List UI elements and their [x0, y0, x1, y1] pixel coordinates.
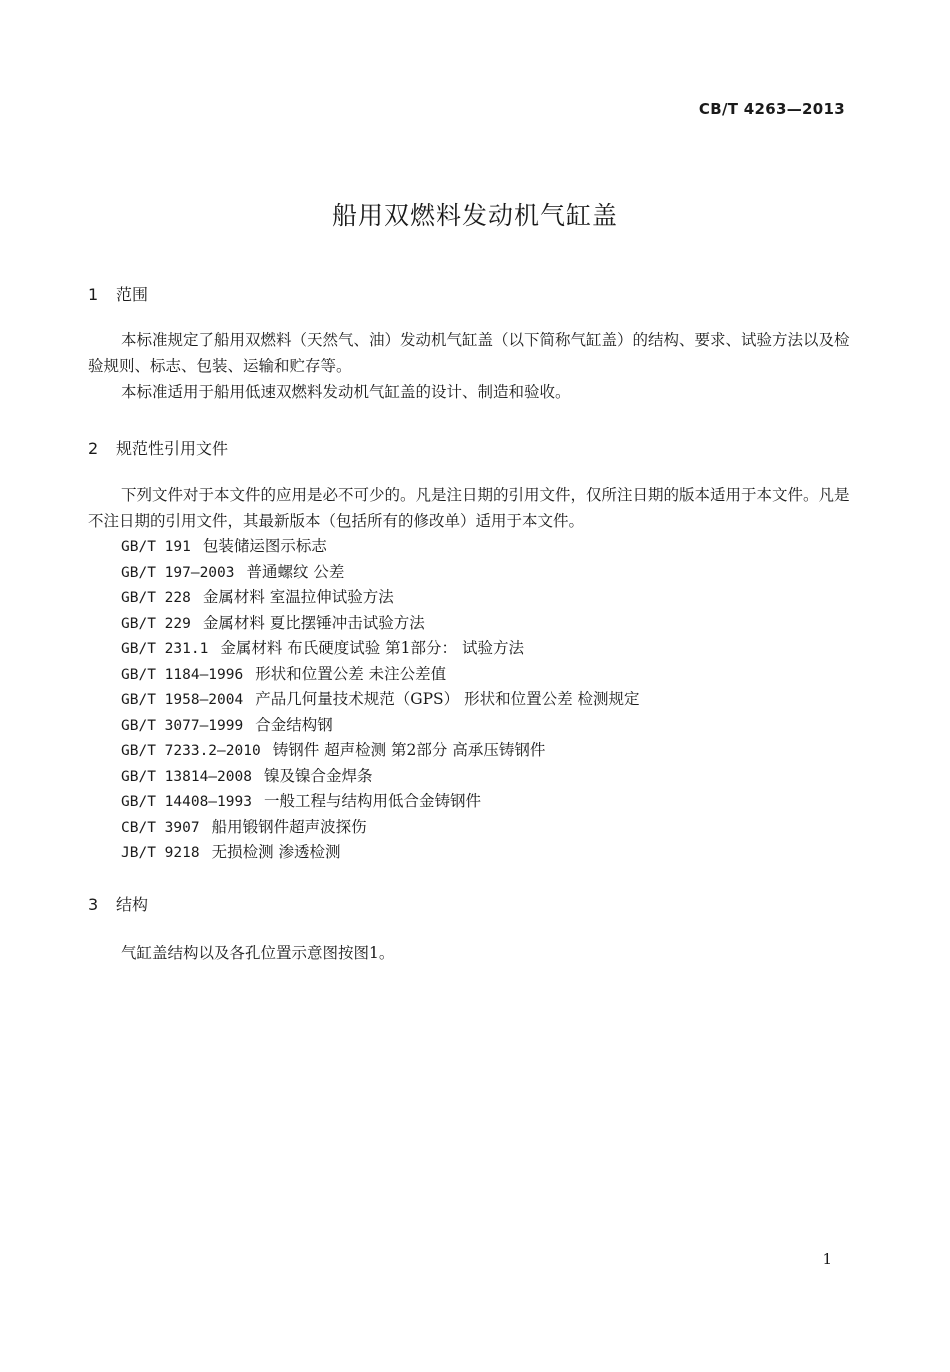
section-title: 规范性引用文件	[116, 439, 229, 458]
reference-code: GB/T 228	[121, 590, 191, 606]
section-1-paragraph-2: 本标准适用于船用低速双燃料发动机气缸盖的设计、制造和验收。	[121, 383, 571, 401]
page-number: 1	[822, 1250, 832, 1268]
reference-code: GB/T 197—2003	[121, 564, 235, 581]
reference-title: 产品几何量技术规范（GPS） 形状和位置公差 检测规定	[255, 690, 640, 708]
reference-title: 无损检测 渗透检测	[211, 843, 341, 861]
reference-title: 形状和位置公差 未注公差值	[255, 664, 447, 683]
section-3-paragraph-1: 气缸盖结构以及各孔位置示意图按图1。	[121, 944, 395, 962]
reference-item	[121, 764, 640, 790]
reference-code: GB/T 7233.2—2010	[121, 743, 261, 759]
reference-title: 金属材料 夏比摆锤冲击试验方法	[202, 613, 425, 632]
section-1-heading	[88, 282, 148, 305]
reference-title: 一般工程与结构用低合金铸钢件	[263, 792, 481, 810]
standard-number: CB/T 4263—2013	[698, 100, 845, 118]
reference-code: GB/T 1184—1996	[121, 666, 244, 683]
reference-title: 包装储运图示标志	[202, 537, 327, 555]
reference-title: 船用锻钢件超声波探伤	[211, 817, 367, 836]
document-title: 船用双燃料发动机气缸盖	[331, 201, 618, 230]
reference-code: GB/T 13814—2008	[121, 768, 252, 785]
reference-title: 合金结构钢	[255, 715, 333, 734]
section-title: 范围	[116, 285, 149, 304]
section-3-heading	[88, 892, 148, 915]
reference-code: CB/T 3907	[121, 819, 200, 836]
reference-code: GB/T 229	[121, 615, 191, 632]
section-title: 结构	[116, 895, 149, 914]
reference-item	[121, 636, 640, 662]
reference-item	[121, 840, 640, 866]
reference-item	[121, 611, 640, 637]
reference-item	[121, 534, 640, 560]
reference-item	[121, 789, 640, 815]
section-number: 3	[88, 895, 99, 914]
section-number: 1	[88, 285, 99, 304]
reference-item	[121, 738, 640, 764]
section-1-paragraph-1: 本标准规定了船用双燃料（天然气、油）发动机气缸盖（以下简称气缸盖）的结构、要求、试验方法以及检验规则、标志、包装、运输和贮存等。	[88, 331, 850, 375]
reference-title: 金属材料 布氏硬度试验 第1部分： 试验方法	[220, 639, 524, 657]
reference-title: 金属材料 室温拉伸试验方法	[202, 588, 394, 606]
normative-references-list	[121, 534, 640, 866]
reference-item	[121, 815, 640, 841]
reference-code: GB/T 1958—2004	[121, 692, 244, 708]
reference-code: GB/T 3077—1999	[121, 717, 244, 734]
reference-code: GB/T 14408—1993	[121, 794, 252, 810]
reference-title: 普通螺纹 公差	[246, 562, 345, 581]
reference-code: JB/T 9218	[121, 845, 200, 861]
reference-item	[121, 585, 640, 611]
reference-code: GB/T 191	[121, 539, 191, 555]
reference-item	[121, 560, 640, 586]
section-number: 2	[88, 439, 99, 458]
section-2-heading	[88, 436, 228, 459]
reference-code: GB/T 231.1	[121, 641, 209, 657]
reference-title: 铸钢件 超声检测 第2部分 高承压铸钢件	[272, 741, 546, 759]
reference-item	[121, 687, 640, 713]
reference-title: 镍及镍合金焊条	[263, 766, 373, 785]
section-2-paragraph-1: 下列文件对于本文件的应用是必不可少的。凡是注日期的引用文件，仅所注日期的版本适用于本文件。凡是不注日期的引用文件，其最新版本（包括所有的修改单）适用于本文件。	[88, 486, 850, 530]
reference-item	[121, 713, 640, 739]
reference-item	[121, 662, 640, 688]
